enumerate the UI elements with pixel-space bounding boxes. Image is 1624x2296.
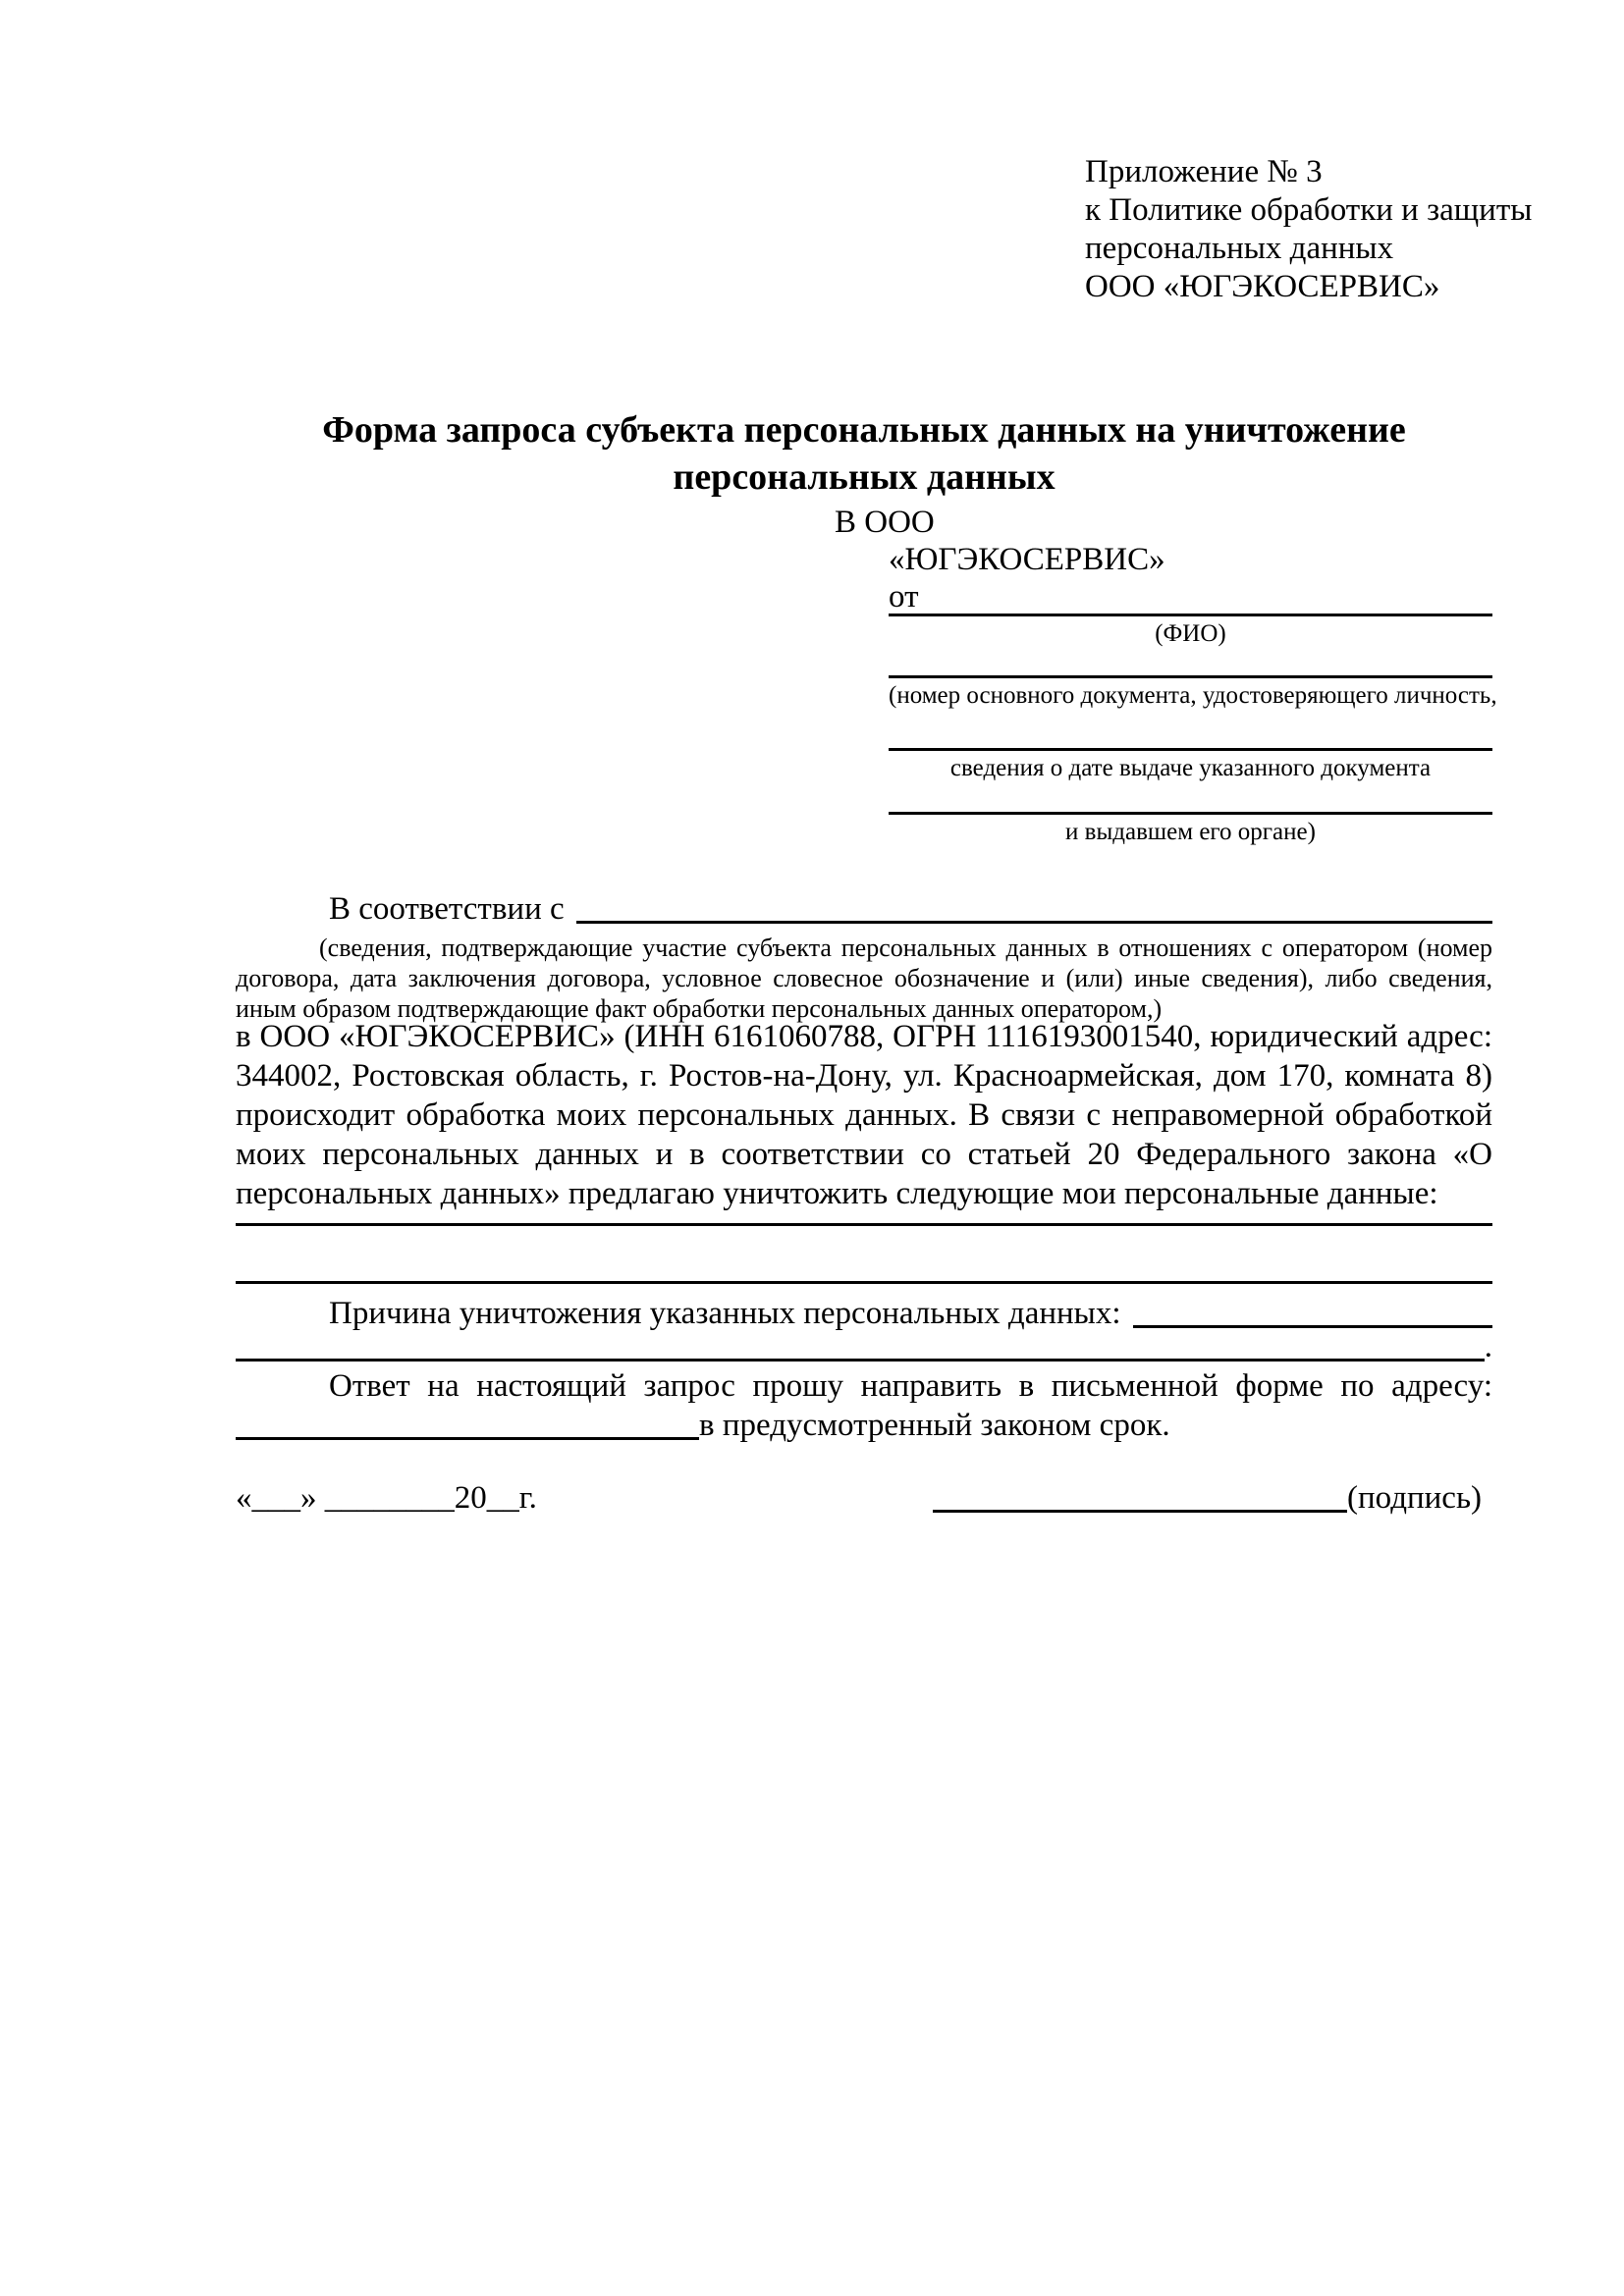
reason-blank-line (1133, 1294, 1492, 1328)
reason-continuation-row (236, 1327, 1492, 1366)
body-paragraph: в ООО «ЮГЭКОСЕРВИС» (ИНН 6161060788, ОГРН 1116193001540, юридический адрес: 344002, Ростовская область, г. Ростов-на-Дону, ул. Красноармейская, дом 170, комната 8) происходит обработка моих персональных данных. В связи с неправомерной обработкой моих персональных данных и в соответствии со статьей 20 Федерального закона «О персональных данных» предлагаю уничтожить следующие мои персональные данные: (236, 1019, 1492, 1211)
appendix-block (1085, 153, 1532, 306)
field-issuing-authority (889, 812, 1492, 846)
document-title-line2: персональных данных (673, 456, 1056, 498)
date-blank: «___» ________20__г. (236, 1480, 537, 1516)
accordance-row (236, 889, 1492, 929)
field-issue-date-caption: сведения о дате выдаче указанного документа (949, 755, 1432, 781)
answer-suffix: в предусмотренный законом срок. (699, 1408, 1170, 1443)
field-issue-date (889, 748, 1492, 782)
accordance-label: В соответствии с (329, 891, 565, 927)
signature-caption: (подпись) (1347, 1480, 1482, 1516)
reason-label: Причина уничтожения указанных персональных данных: (329, 1296, 1121, 1331)
appendix-line: к Политике обработки и защиты (1085, 192, 1533, 228)
appendix-line: персональных данных (1085, 231, 1394, 266)
appendix-line: ООО «ЮГЭКОСЕРВИС» (1085, 269, 1440, 304)
accordance-blank-line (576, 889, 1492, 924)
field-fio (889, 614, 1492, 648)
blank-line-1 (236, 1223, 1492, 1226)
accordance-note: (сведения, подтверждающие участие субъекта персональных данных в отношениях с оператором (номер договора, дата заключения договора, условное словесное обозначение и (или) иные сведения), либо сведения, иным образом подтверждающие факт обработки персональных данных оператором,) (236, 934, 1492, 1023)
field-issuing-authority-caption: и выдавшем его органе) (1065, 819, 1316, 845)
signature-area (933, 1478, 1492, 1518)
reason-line-period: . (1484, 1329, 1492, 1364)
answer-sentence: Ответ на настоящий запрос прошу направить в письменной форме по адресу: (329, 1368, 1492, 1404)
field-document-number-caption: (номер основного документа, удостоверяющего личность, (889, 682, 1497, 709)
answer-address-row (236, 1406, 1492, 1445)
field-document-number (889, 675, 1497, 710)
addressee-to: В ООО (835, 505, 935, 540)
address-blank-line (236, 1406, 699, 1440)
addressee-org: «ЮГЭКОСЕРВИС» (889, 542, 1165, 577)
document-title-line1: Форма запроса субъекта персональных данных на уничтожение (322, 409, 1406, 451)
appendix-line: Приложение № 3 (1085, 154, 1323, 189)
addressee-from-label: от (889, 579, 919, 614)
document-title (236, 406, 1492, 501)
signature-blank-line (933, 1478, 1347, 1513)
blank-line-2 (236, 1281, 1492, 1284)
reason-continuation-line (236, 1327, 1485, 1362)
signature-row (236, 1478, 1492, 1518)
field-fio-caption: (ФИО) (1155, 620, 1226, 647)
